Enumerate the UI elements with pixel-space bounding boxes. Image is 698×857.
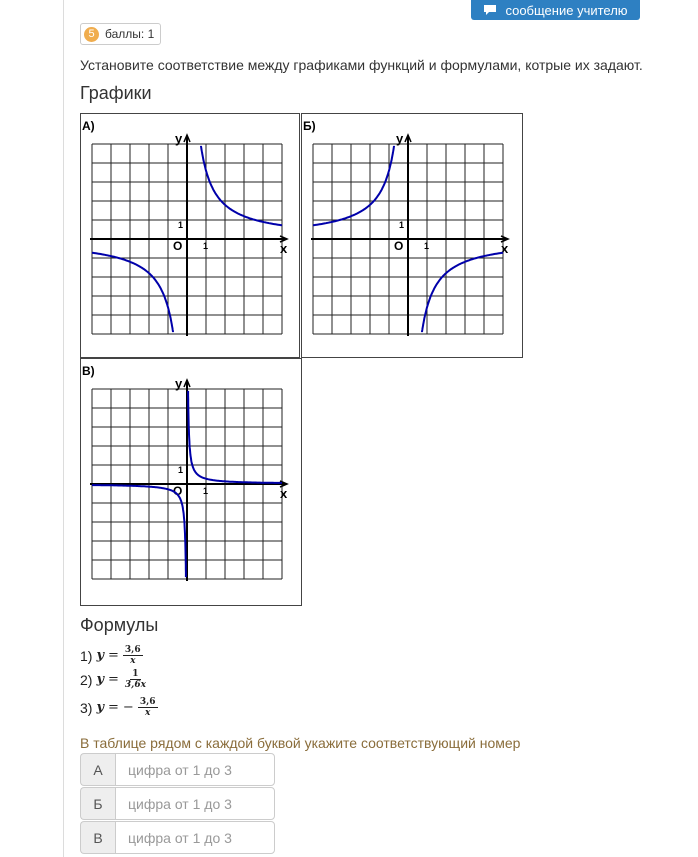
formula-eq: = [108,700,119,715]
message-teacher-button[interactable] [471,0,640,20]
formula-2 [80,669,148,690]
formula-eq: = [108,672,119,687]
hyperbola-branch-left [313,146,394,225]
x-axis-label: x [501,241,509,256]
formulas-heading: Формулы [80,615,159,635]
formula-numerator: 3,6 [139,697,156,707]
formula-fraction [123,645,143,666]
graph-cell-v [80,358,302,606]
x-axis-label: x [280,241,288,256]
formula-numerator: 3,6 [124,645,141,655]
formula-denominator: x [144,708,151,718]
formula-lhs: y [96,648,105,663]
unit-label-y: 1 [178,220,184,230]
points-badge [80,23,161,45]
formula-eq: = [108,648,119,663]
unit-label-x: 1 [203,486,209,496]
x-axis-label: x [280,486,288,501]
graph-cell-a [80,113,300,358]
y-axis-label: y [396,131,404,146]
answer-letter: В [80,821,115,854]
graph-label: В) [82,364,95,378]
unit-label-x: 1 [424,241,430,251]
answer-input-b[interactable] [115,787,275,820]
answer-letter: Б [80,787,115,820]
graph-svg [81,359,303,607]
answer-letter: А [80,753,115,786]
hyperbola-branch-left [92,253,173,332]
formula-index: 1) [80,647,93,664]
hyperbola-branch-right [188,391,282,483]
answer-row-a [80,753,275,786]
graph-cell-b [301,113,523,358]
formula-fraction [123,669,148,690]
formula-numerator: 1 [132,669,139,679]
y-axis-label: y [175,131,183,146]
hyperbola-branch-right [422,253,503,332]
answer-row-v [80,821,275,854]
formula-3 [80,697,158,718]
unit-label-y: 1 [178,465,184,475]
answer-input-v[interactable] [115,821,275,854]
answer-row-b [80,787,275,820]
points-label: баллы: 1 [105,27,155,41]
formula-1 [80,645,143,666]
formula-lhs: y [96,672,105,687]
formula-sign: − [122,700,134,715]
origin-label: O [173,239,183,253]
formula-fraction [138,697,158,718]
formula-index: 2) [80,671,93,688]
formula-index: 3) [80,699,93,716]
comment-icon [483,4,497,16]
unit-label-x: 1 [203,241,209,251]
question-number-badge: 5 [84,27,99,42]
y-axis-label: y [175,376,183,391]
formula-lhs: y [96,700,105,715]
page-left-border [63,0,64,857]
origin-label: O [394,239,404,253]
hyperbola-branch-left [92,485,186,577]
graph-label: Б) [303,119,316,133]
graph-svg [81,114,301,359]
formula-denominator: 3,6x [124,680,146,690]
hyperbola-branch-right [201,146,282,225]
graph-label: А) [82,119,95,133]
graphs-heading: Графики [80,83,152,103]
origin-label: O [173,484,183,498]
answer-input-a[interactable] [115,753,275,786]
answer-hint: В таблице рядом с каждой буквой укажите соответствующий номер [80,735,521,751]
graph-svg [302,114,524,359]
formula-denominator: x [130,656,136,666]
message-teacher-label: сообщение учителю [505,2,628,18]
unit-label-y: 1 [399,220,405,230]
task-text: Установите соответствие между графиками функций и формулами, котрые их задают. [80,57,643,73]
